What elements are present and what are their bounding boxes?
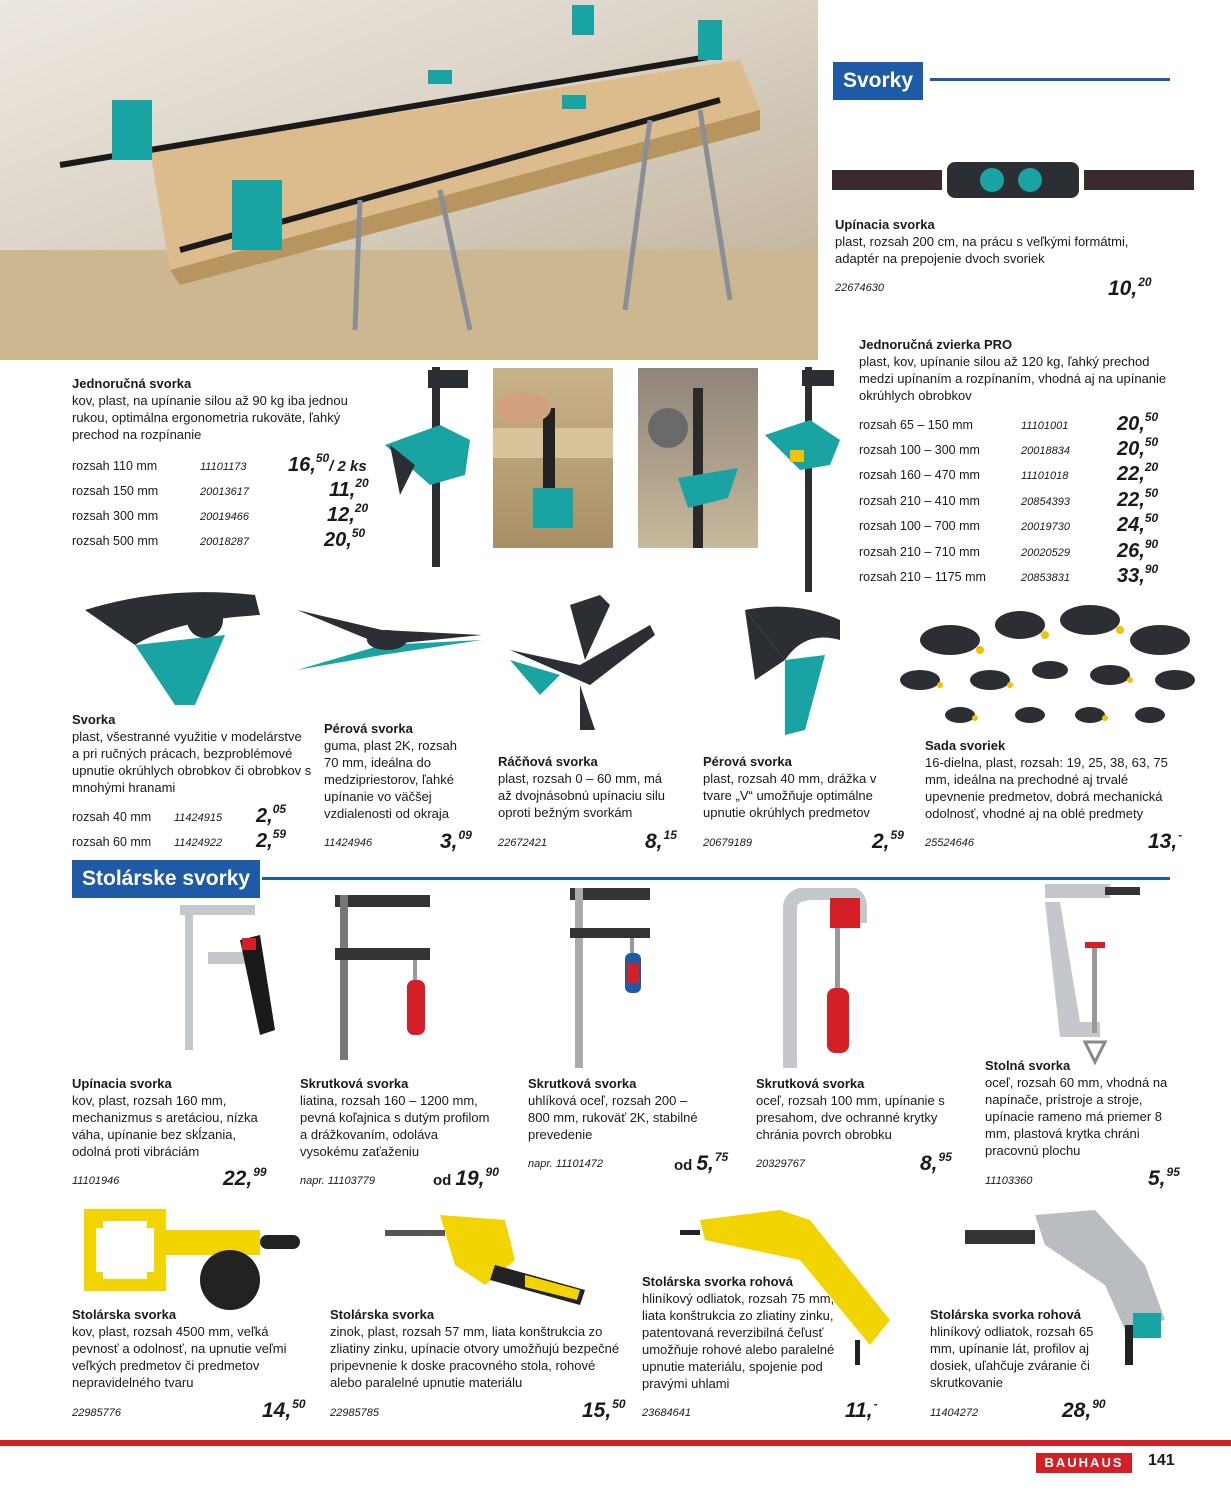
- product-image-skrutkova-svorka-2: [570, 888, 660, 1068]
- hero-photo-workbench: [0, 0, 818, 360]
- product-jednorucna-zvierka-pro: [859, 336, 1169, 404]
- product-price: 22,99: [223, 1165, 267, 1190]
- spring-clamp-illustration: [725, 600, 845, 740]
- product-description: hliníkový odliatok, rozsah 65 mm, upínanie lát, profilov aj dosiek, uľahčuje zváranie či skrutkovanie: [930, 1324, 1094, 1390]
- product-code: 11404272: [930, 1407, 979, 1419]
- product-title: Jednoručná svorka: [72, 376, 192, 391]
- product-price: 11,-: [845, 1397, 878, 1422]
- spec-row: rozsah 210 – 410 mm 20854393 22,50: [859, 486, 1159, 511]
- product-code: 22985785: [330, 1407, 379, 1419]
- clamp-in-use-illustration: [638, 368, 758, 548]
- product-description: hliníkový odliatok, rozsah 75 mm, liata konštrukcia zo zliatiny zinku, patentovaná reverzibilná čeľusť umožňuje rohové alebo paralelné upnutie materiálu, spojenie pod pravými uhlami: [642, 1291, 835, 1391]
- product-image-jednorucna-svorka: [370, 365, 480, 570]
- product-price: 8,95: [920, 1150, 952, 1175]
- product-stolarska-svorka-2: [330, 1306, 620, 1391]
- spec-table-jednorucna: [72, 451, 372, 555]
- product-title: Stolárska svorka rohová: [930, 1307, 1082, 1322]
- product-description: oceľ, rozsah 100 mm, upínanie s presahom, dve ochranné krytky chránia povrch obrobku: [756, 1093, 945, 1142]
- product-code: 11424946: [324, 837, 373, 849]
- spec-row: rozsah 210 – 710 mm 20020529 26,90: [859, 537, 1159, 562]
- screw-clamp-illustration: [570, 888, 660, 1068]
- product-price: od 19,90: [433, 1165, 499, 1190]
- product-code: napr. 11101472: [528, 1158, 604, 1170]
- product-price: 15,50: [582, 1397, 626, 1422]
- product-skrutkova-svorka-2: [528, 1075, 708, 1143]
- product-code: 20329767: [756, 1158, 805, 1170]
- product-sada-svoriek: [925, 737, 1177, 822]
- footer-brand-logo: BAUHAUS: [1036, 1453, 1132, 1473]
- product-image-perova-svorka-2: [725, 600, 845, 740]
- product-image-skrutkova-svorka-3: [775, 888, 885, 1068]
- product-svorka: [72, 711, 312, 796]
- product-image-stolarska-svorka-1: [80, 1205, 305, 1315]
- product-code: 23684641: [642, 1407, 691, 1419]
- product-stolna-svorka: [985, 1057, 1175, 1159]
- product-stolarska-svorka-rohova-1: [642, 1273, 852, 1392]
- spec-table-svorka: [72, 802, 302, 856]
- product-code: 22674630: [835, 282, 884, 294]
- product-price: 10,20: [1108, 275, 1152, 300]
- photo-clamp-in-use-1: [493, 368, 613, 548]
- product-title: Ráčňová svorka: [498, 754, 598, 769]
- product-skrutkova-svorka-1: [300, 1075, 500, 1160]
- spec-row: rozsah 60 mm 11424922 2,59: [72, 827, 287, 852]
- table-clamp-illustration: [1040, 882, 1140, 1067]
- product-price: 3,09: [440, 828, 472, 853]
- product-skrutkova-svorka-3: [756, 1075, 951, 1143]
- spec-row: rozsah 300 mm 20019466 12,20: [72, 501, 369, 526]
- product-title: Stolárska svorka: [330, 1307, 435, 1322]
- photo-clamp-in-use-2: [638, 368, 758, 548]
- clamp-set-illustration: [880, 590, 1210, 735]
- product-image-svorka: [75, 575, 270, 710]
- product-image-stolarska-svorka-2: [385, 1205, 595, 1310]
- product-price: 5,95: [1148, 1165, 1180, 1190]
- product-price: 8,15: [645, 828, 677, 853]
- product-description: oceľ, rozsah 60 mm, vhodná na napínače, prístroje a stroje, upínacie rameno má priemer 8 mm, plastová krytka chráni pracovnú plochu: [985, 1075, 1168, 1158]
- product-title: Sada svoriek: [925, 738, 1006, 753]
- screw-clamp-illustration: [335, 890, 440, 1060]
- product-description: uhlíková oceľ, rozsah 200 – 800 mm, rukoväť 2K, stabilné prevedenie: [528, 1093, 698, 1142]
- spec-row: rozsah 100 – 700 mm 20019730 24,50: [859, 511, 1159, 536]
- product-image-upinacia-svorka: [832, 160, 1194, 200]
- section-rule-stolarske: [262, 877, 1170, 880]
- spec-row: rozsah 150 mm 20013617 11,20: [72, 476, 369, 501]
- band-clamp-illustration: [80, 1205, 305, 1315]
- spring-clamp-illustration: [292, 600, 487, 675]
- product-description: kov, plast, rozsah 160 mm, mechanizmus s aretáciou, nízka váha, upínanie bez skĺzania, odolná proti vibráciám: [72, 1093, 258, 1159]
- product-description: kov, plast, rozsah 4500 mm, veľká pevnosť a odolnosť, na upnutie veľmi veľkých predmetov či predmetov nepravidelného tvaru: [72, 1324, 287, 1390]
- workbench-illustration: [0, 0, 818, 360]
- product-title: Jednoručná zvierka PRO: [859, 337, 1013, 352]
- product-image-racnova-svorka: [500, 585, 665, 735]
- product-description: liatina, rozsah 160 – 1200 mm, pevná koľajnica s dutým profilom a drážkovaním, odoláva vysokému zaťaženiu: [300, 1093, 490, 1159]
- section-title-stolarske-svorky: Stolárske svorky: [72, 860, 260, 898]
- product-title: Pérová svorka: [324, 721, 413, 736]
- product-jednorucna-svorka: [72, 375, 362, 443]
- product-racnova-svorka: [498, 753, 678, 821]
- product-title: Stolárska svorka: [72, 1307, 177, 1322]
- product-code: 22672421: [498, 837, 547, 849]
- spec-row: rozsah 110 mm 11101173 16,50/ 2 ks: [72, 451, 367, 476]
- product-title: Upínacia svorka: [835, 217, 935, 232]
- section-title-svorky: Svorky: [833, 62, 923, 100]
- product-code: 11103360: [985, 1175, 1033, 1187]
- product-title: Svorka: [72, 712, 116, 727]
- spec-row: rozsah 40 mm 11424915 2,05: [72, 802, 287, 827]
- product-code: napr. 11103779: [300, 1175, 376, 1187]
- clamp-in-use-illustration: [493, 368, 613, 548]
- product-title: Skrutková svorka: [528, 1076, 637, 1091]
- product-price: 14,50: [262, 1397, 306, 1422]
- ratchet-clamp-illustration: [500, 585, 665, 735]
- product-upinacia-svorka-top: [835, 216, 1165, 267]
- section-rule-svorky: [930, 78, 1170, 81]
- lever-clamp-illustration: [180, 900, 280, 1050]
- page-number: 141: [1148, 1452, 1175, 1469]
- product-code: 11101946: [72, 1175, 120, 1187]
- product-title: Pérová svorka: [703, 754, 792, 769]
- product-description: 16-dielna, plast, rozsah: 19, 25, 38, 63, 75 mm, ideálna na prechodné aj trvalé upevnenie predmetov, dobrá mechanická odolnosť, vhodné aj na oblé predmety: [925, 755, 1168, 821]
- bar-clamp-pro-illustration: [760, 365, 845, 595]
- spec-row: rozsah 210 – 1175 mm 20853831 33,90: [859, 562, 1159, 587]
- spec-row: rozsah 500 mm 20018287 20,50: [72, 526, 366, 551]
- product-perova-svorka-1: [324, 720, 464, 822]
- product-description: kov, plast, na upínanie silou až 90 kg iba jednou rukou, optimálna ergonometria rukoväte, ľahký prechod na rozpínanie: [72, 393, 348, 442]
- product-description: zinok, plast, rozsah 57 mm, liata konštrukcia zo zliatiny zinku, upínacie otvory umožňujú bezpečné pripevnenie k doske pracovného stola, rohové alebo paralelné upnutie materiálu: [330, 1324, 620, 1390]
- product-perova-svorka-2: [703, 753, 903, 821]
- screw-clamp-illustration: [775, 888, 885, 1068]
- bar-clamp-illustration: [370, 365, 480, 570]
- spring-clamp-illustration: [75, 575, 270, 710]
- product-description: plast, rozsah 200 cm, na prácu s veľkými formátmi, adaptér na prepojenie dvoch svoriek: [835, 234, 1129, 266]
- product-stolarska-svorka-rohova-2: [930, 1306, 1120, 1391]
- product-description: plast, rozsah 40 mm, drážka v tvare „V“ umožňuje optimálne upnutie okrúhlych predmetov: [703, 771, 877, 820]
- upinacia-svorka-illustration: [832, 160, 1194, 200]
- product-price: 28,90: [1062, 1397, 1106, 1422]
- product-stolarska-svorka-1: [72, 1306, 312, 1391]
- product-image-sada-svoriek: [880, 590, 1210, 735]
- product-code: 20679189: [703, 837, 752, 849]
- product-title: Upínacia svorka: [72, 1076, 172, 1091]
- product-image-zvierka-pro: [760, 365, 845, 595]
- spec-table-zvierka-pro: [859, 410, 1164, 591]
- spec-row: rozsah 100 – 300 mm 20018834 20,50: [859, 435, 1159, 460]
- product-code: 22985776: [72, 1407, 121, 1419]
- product-image-stolna-svorka: [1040, 882, 1140, 1067]
- spec-row: rozsah 65 – 150 mm 11101001 20,50: [859, 410, 1159, 435]
- product-description: plast, všestranné využitie v modelárstve a pri ručných prácach, bezproblémové upnutie okrúhlych obrobkov či obrobkov s mnohými hranami: [72, 729, 312, 795]
- product-description: plast, kov, upínanie silou až 120 kg, ľahký prechod medzi upínaním a rozpínaním, vhodná aj na upínanie okrúhlych obrobkov: [859, 354, 1167, 403]
- footer-red-rule: [0, 1440, 1231, 1446]
- product-image-upinacia-svorka-2: [180, 900, 280, 1050]
- product-description: guma, plast 2K, rozsah 70 mm, ideálna do medzipriestorov, ľahké upínanie vo väčšej vzdialenosti od okraja: [324, 738, 457, 821]
- product-title: Skrutková svorka: [300, 1076, 409, 1091]
- product-title: Skrutková svorka: [756, 1076, 865, 1091]
- product-image-perova-svorka-1: [292, 600, 487, 675]
- product-price: 2,59: [872, 828, 904, 853]
- spec-row: rozsah 160 – 470 mm 11101018 22,20: [859, 460, 1159, 485]
- product-price: od 5,75: [674, 1150, 729, 1175]
- product-image-skrutkova-svorka-1: [335, 890, 440, 1060]
- product-upinacia-svorka-2: [72, 1075, 272, 1160]
- product-title: Stolná svorka: [985, 1058, 1071, 1073]
- corner-clamp-illustration: [385, 1205, 595, 1310]
- product-price: 13,-: [1148, 828, 1183, 853]
- product-code: 25524646: [925, 837, 974, 849]
- product-description: plast, rozsah 0 – 60 mm, má až dvojnásobnú upínaciu silu oproti bežným svorkám: [498, 771, 665, 820]
- product-title: Stolárska svorka rohová: [642, 1274, 794, 1289]
